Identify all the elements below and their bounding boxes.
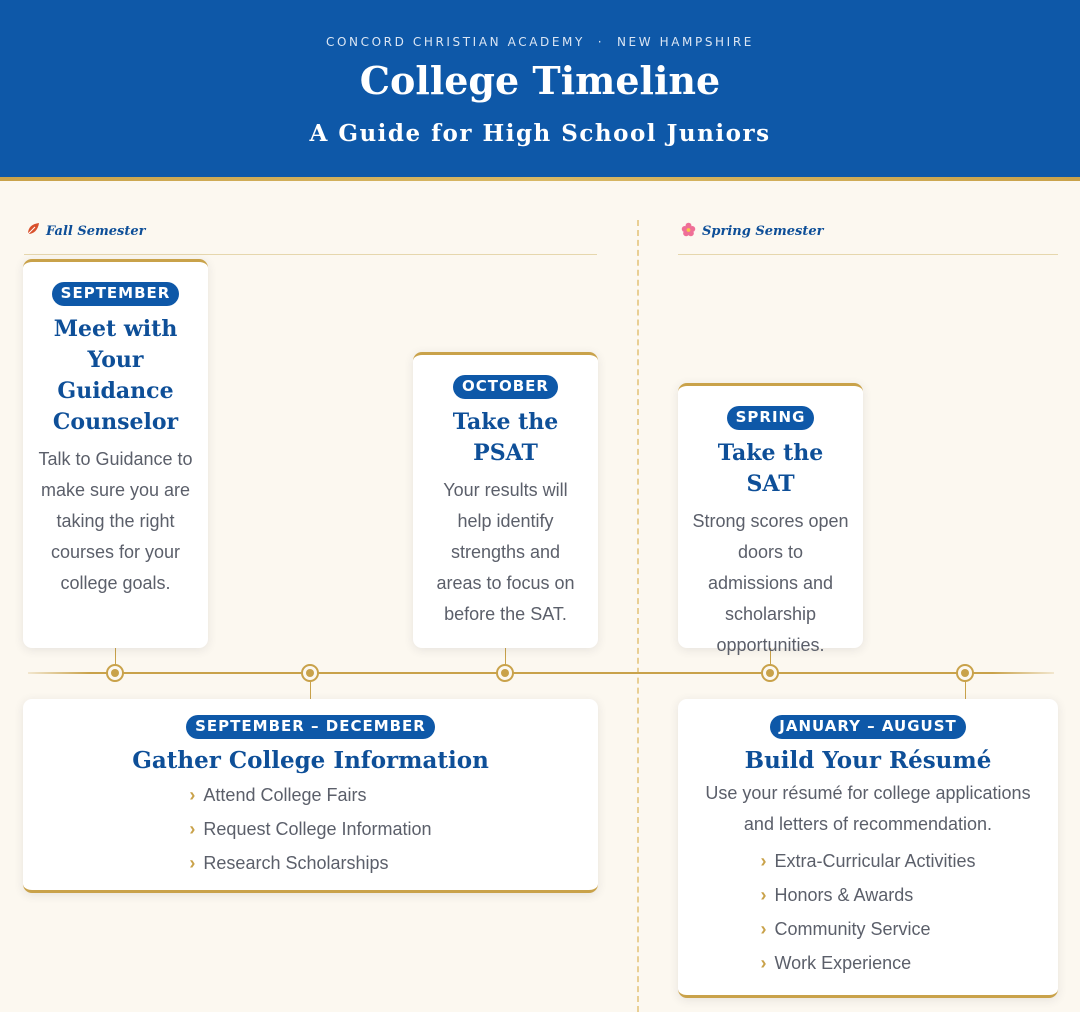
list-item: › Work Experience — [760, 953, 912, 973]
september-title: Meet with Your Guidance Counselor — [52, 316, 179, 435]
list-item: › Honors & Awards — [760, 885, 914, 905]
semester-divider — [637, 220, 639, 1012]
september-card — [23, 259, 208, 648]
october-card — [413, 352, 598, 648]
october-text: Your results will help identify strengths and areas to focus on before the SAT. — [436, 480, 575, 624]
school-name: CONCORD CHRISTIAN ACADEMY · NEW HAMPSHIRE — [326, 35, 754, 49]
spring-semester-text: Spring Semester — [702, 224, 824, 239]
resume-card — [678, 699, 1058, 998]
timeline-node — [956, 664, 974, 682]
spring-card — [678, 383, 863, 655]
leaf-icon — [26, 222, 40, 240]
gather-info-badge: SEPTEMBER – DECEMBER — [186, 715, 435, 739]
september-text: Talk to Guidance to make sure you are taking the right courses for your college goals. — [38, 449, 193, 593]
fall-semester-rule — [24, 254, 597, 255]
october-badge: OCTOBER — [453, 375, 558, 399]
spring-title: Take the SAT — [717, 440, 824, 497]
resume-list — [760, 844, 975, 980]
spring-badge: SPRING — [727, 406, 815, 430]
resume-title: Build Your Résumé — [744, 747, 992, 774]
timeline-node — [106, 664, 124, 682]
page-header — [0, 0, 1080, 177]
timeline-node — [301, 664, 319, 682]
flower-icon — [681, 222, 696, 241]
fall-semester-label — [26, 222, 145, 240]
spring-text: Strong scores open doors to admissions and scholarship opportunities. — [692, 511, 849, 655]
gather-info-title: Gather College Information — [132, 747, 489, 774]
chevron-right-icon: › — [760, 851, 767, 871]
gather-info-card — [23, 699, 598, 893]
chevron-right-icon: › — [189, 853, 196, 873]
list-item: › Research Scholarships — [189, 853, 389, 873]
gather-info-list — [189, 778, 431, 880]
chevron-right-icon: › — [189, 819, 196, 839]
timeline-stem — [310, 681, 311, 699]
chevron-right-icon: › — [760, 885, 767, 905]
page-title: College Timeline — [359, 58, 721, 103]
fall-semester-text: Fall Semester — [46, 223, 146, 239]
october-title: Take the PSAT — [452, 409, 559, 466]
header-accent-bar — [0, 177, 1080, 181]
list-item: › Extra-Curricular Activities — [760, 851, 976, 871]
chevron-right-icon: › — [760, 953, 767, 973]
timeline-stem — [965, 681, 966, 699]
spring-semester-label — [681, 222, 823, 241]
page-subtitle: A Guide for High School Juniors — [309, 120, 771, 147]
list-item: › Attend College Fairs — [189, 785, 367, 805]
timeline-axis — [28, 672, 1054, 674]
list-item: › Request College Information — [189, 819, 432, 839]
spring-semester-rule — [678, 254, 1058, 255]
list-item: › Community Service — [760, 919, 931, 939]
september-badge: SEPTEMBER — [52, 282, 180, 306]
chevron-right-icon: › — [189, 785, 196, 805]
timeline-node — [761, 664, 779, 682]
chevron-right-icon: › — [760, 919, 767, 939]
resume-text: Use your résumé for college applications and letters of recommendation. — [705, 783, 1031, 834]
timeline-node — [496, 664, 514, 682]
resume-badge: JANUARY – AUGUST — [770, 715, 965, 739]
